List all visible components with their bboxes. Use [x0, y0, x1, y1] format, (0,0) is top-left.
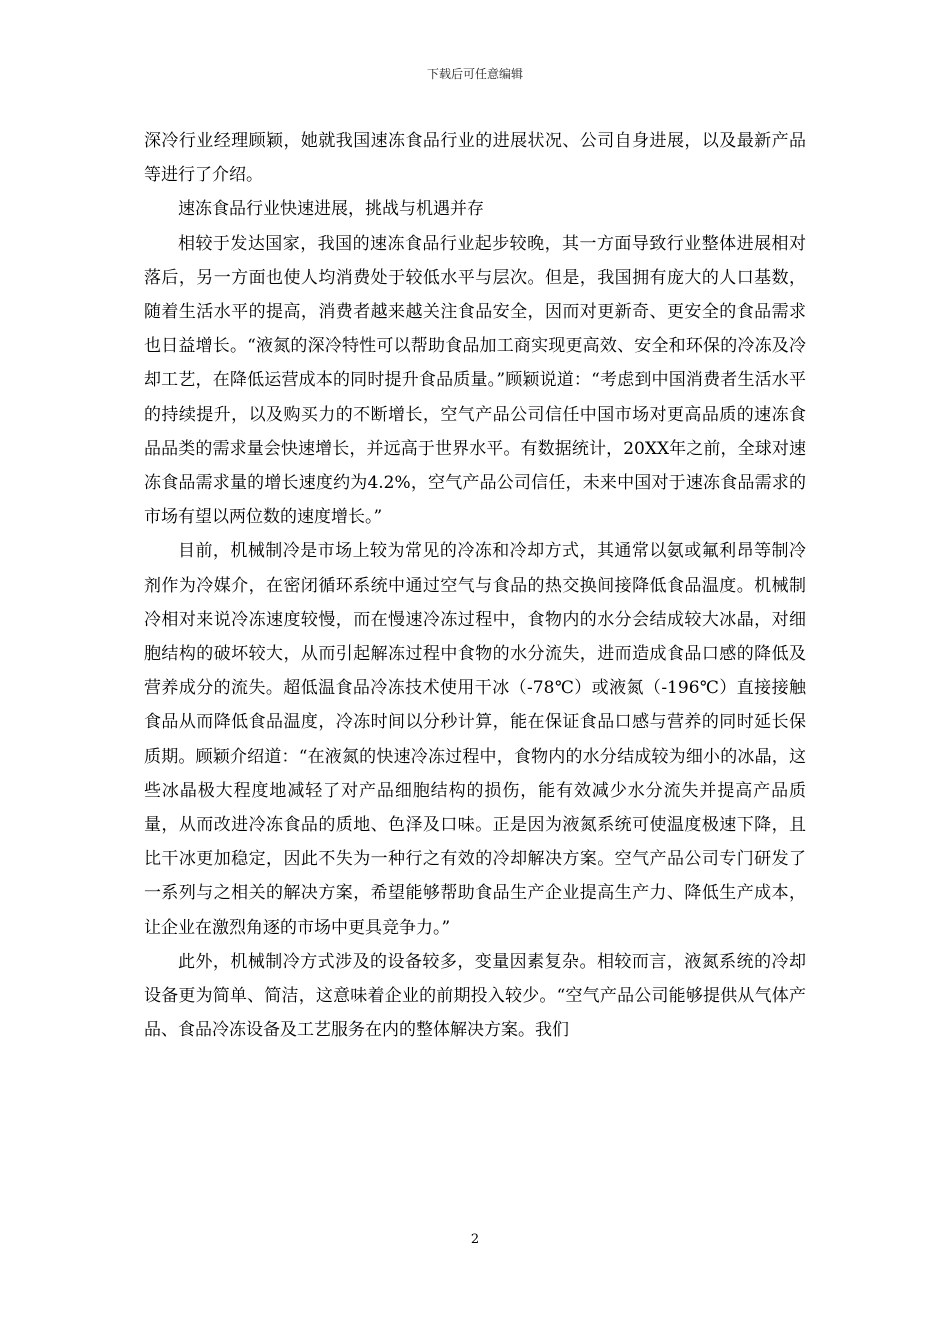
paragraph-1: 深冷行业经理顾颖，她就我国速冻食品行业的进展状况、公司自身进展，以及最新产品等进行了介绍。	[144, 131, 806, 186]
section-heading: 速冻食品行业快速进展，挑战与机遇并存	[178, 199, 484, 220]
paragraph-2: 相较于发达国家，我国的速冻食品行业起步较晚，其一方面导致行业整体进展相对落后，另一方面也使人均消费处于较低水平与层次。但是，我国拥有庞大的人口基数，随着生活水平的提高，消费者越来越关注食品安全，因而对更新奇、更安全的食品需求也日益增长。“液氮的深冷特性可以帮助食品加工商实现更高效、安全和环保的冷冻及冷却工艺，在降低运营成本的同时提升食品质量。”顾颖说道：“考虑到中国消费者生活水平的持续提升，以及购买力的不断增长，空气产品公司信任中国市场对更高品质的速冻食品品类的需求量会快速增长，并远高于世界水平。有数据统计，20XX年之前，全球对速冻食品需求量的增长速度约为4.2%，空气产品公司信任，未来中国对于速冻食品需求的市场有望以两位数的速度增长。”	[144, 233, 806, 528]
document-body	[144, 124, 806, 1047]
page-number: 2	[470, 1232, 480, 1247]
paragraph-3: 目前，机械制冷是市场上较为常见的冷冻和冷却方式，其通常以氨或氟利昂等制冷剂作为冷媒介，在密闭循环系统中通过空气与食品的热交换间接降低食品温度。机械制冷相对来说冷冻速度较慢，而在慢速冷冻过程中，食物内的水分会结成较大冰晶，对细胞结构的破坏较大，从而引起解冻过程中食物的水分流失，进而造成食品口感的降低及营养成分的流失。超低温食品冷冻技术使用干冰（-78℃）或液氮（-196℃）直接接触食品从而降低食品温度，冷冻时间以分秒计算，能在保证食品口感与营养的同时延长保质期。顾颖介绍道：“在液氮的快速冷冻过程中，食物内的水分结成较为细小的冰晶，这些冰晶极大程度地减轻了对产品细胞结构的损伤，能有效减少水分流失并提高产品质量，从而改进冷冻食品的质地、色泽及口味。正是因为液氮系统可使温度极速下降，且比干冰更加稳定，因此不失为一种行之有效的冷却解决方案。空气产品公司专门研发了一系列与之相关的解决方案，希望能够帮助食品生产企业提高生产力、降低生产成本，让企业在激烈角逐的市场中更具竞争力。”	[144, 541, 806, 938]
paragraph-4: 此外，机械制冷方式涉及的设备较多，变量因素复杂。相较而言，液氮系统的冷却设备更为简单、简洁，这意味着企业的前期投入较少。“空气产品公司能够提供从气体产品、食品冷冻设备及工艺服务在内的整体解决方案。我们	[144, 951, 806, 1041]
page-header: 下载后可任意编辑	[426, 67, 523, 81]
